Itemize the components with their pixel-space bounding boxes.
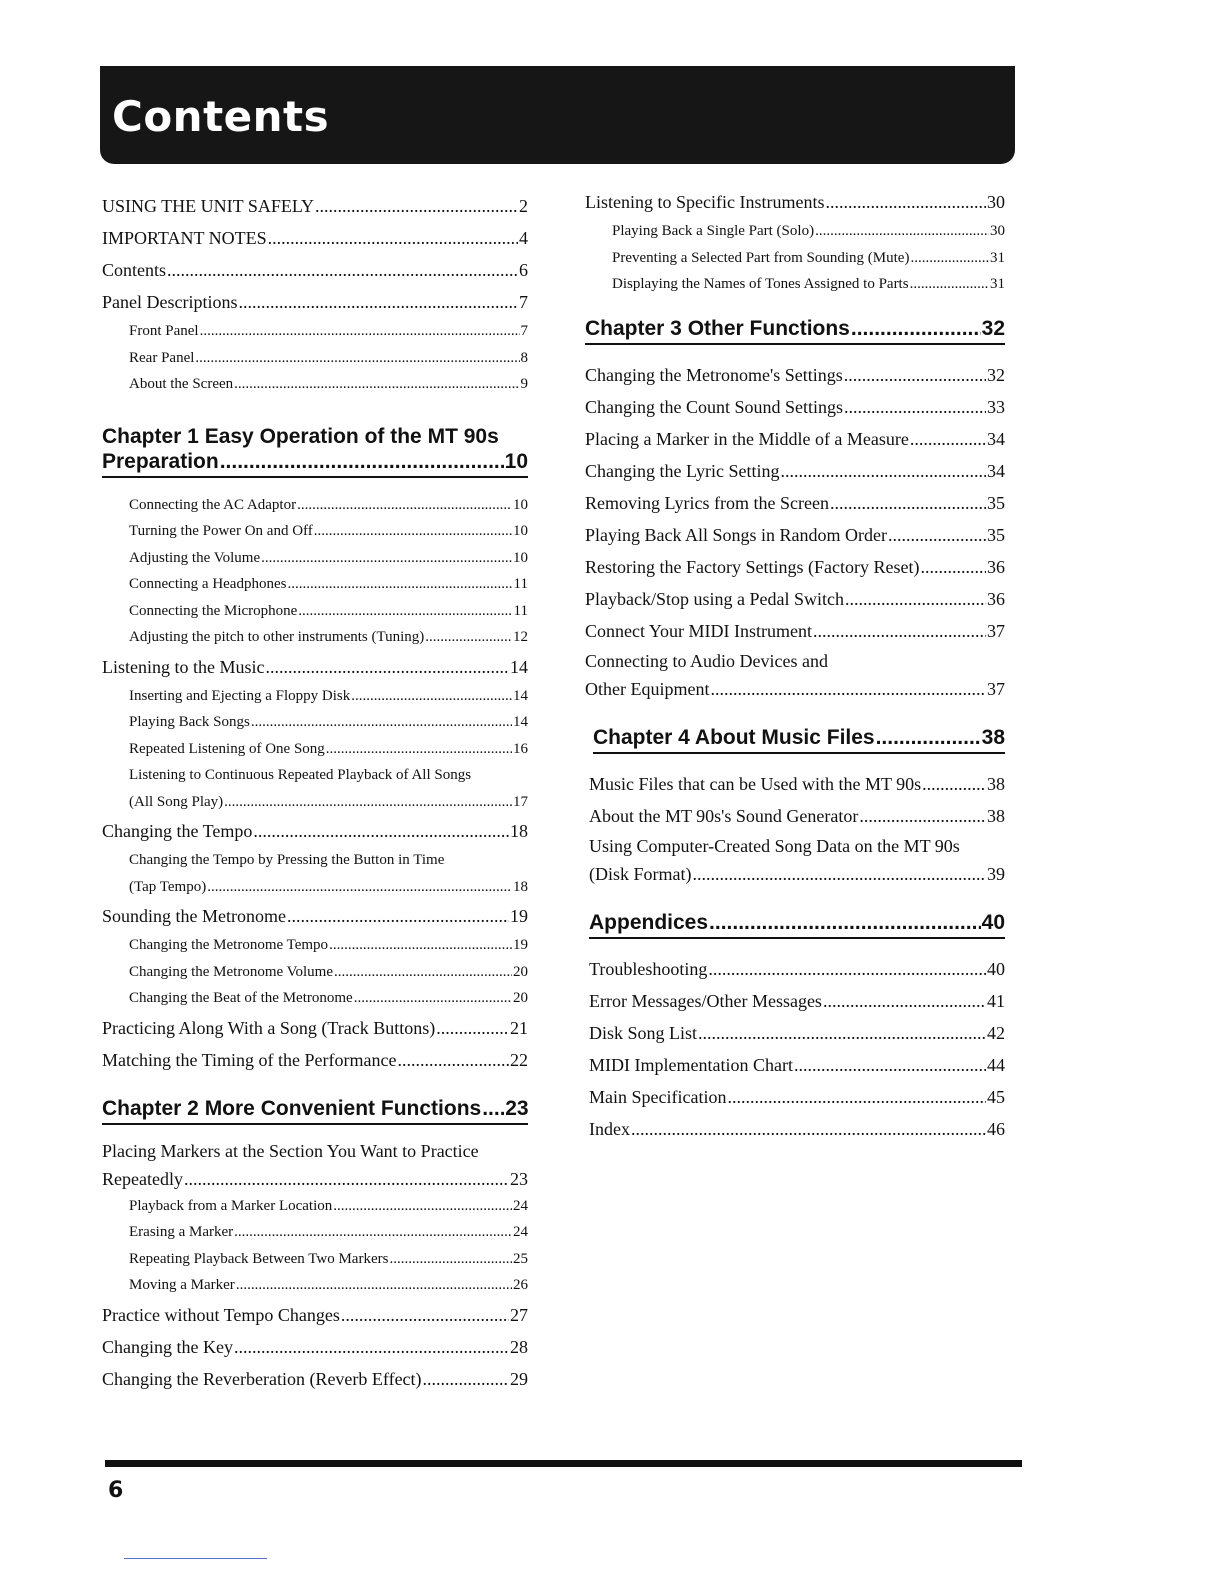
toc-entry[interactable]: Sounding the Metronome ..... 19 xyxy=(102,900,528,932)
toc-subentry[interactable]: About the Screen ..... 9 xyxy=(102,371,528,398)
toc-entry[interactable]: Changing the Metronome's Settings ..... 32 xyxy=(585,359,1005,391)
chapter2-entries xyxy=(102,1137,528,1395)
toc-left-column xyxy=(102,190,528,1395)
toc-subentry[interactable]: Changing the Metronome Volume ..... 20 xyxy=(102,959,528,986)
toc-right-column xyxy=(585,186,1005,1145)
toc-entry[interactable]: MIDI Implementation Chart ..... 44 xyxy=(589,1049,1005,1081)
toc-entry[interactable]: Listening to the Music ..... 14 xyxy=(102,651,528,683)
toc-subentry[interactable]: (Tap Tempo) ..... 18 xyxy=(102,874,528,901)
toc-entry[interactable]: Listening to Specific Instruments ..... 30 xyxy=(585,186,1005,218)
toc-entry[interactable]: Changing the Key ..... 28 xyxy=(102,1331,528,1363)
toc-entry[interactable]: Disk Song List ..... 42 xyxy=(589,1017,1005,1049)
toc-subentry[interactable]: Connecting the AC Adaptor ..... 10 xyxy=(102,492,528,519)
appendices-heading[interactable]: Appendices ..... 40 xyxy=(589,910,1005,939)
toc-subentry[interactable]: Rear Panel ..... 8 xyxy=(102,345,528,372)
toc-subentry[interactable]: Connecting the Microphone ..... 11 xyxy=(102,598,528,625)
toc-subentry[interactable]: Repeated Listening of One Song ..... 16 xyxy=(102,736,528,763)
toc-subentry[interactable]: Playback from a Marker Location ..... 24 xyxy=(102,1193,528,1220)
toc-entry[interactable]: Troubleshooting ..... 40 xyxy=(589,953,1005,985)
toc-entry[interactable]: Music Files that can be Used with the MT 90s ..... 38 xyxy=(589,768,1005,800)
toc-entry[interactable]: Removing Lyrics from the Screen ..... 35 xyxy=(585,487,1005,519)
toc-entry[interactable]: (Disk Format) ..... 39 xyxy=(589,860,1005,888)
chapter3-entries xyxy=(585,359,1005,703)
toc-subentry[interactable]: Inserting and Ejecting a Floppy Disk ..... 14 xyxy=(102,683,528,710)
toc-entry[interactable]: Error Messages/Other Messages ..... 41 xyxy=(589,985,1005,1017)
appendices-entries xyxy=(589,953,1005,1145)
toc-subentry[interactable]: Connecting a Headphones ..... 11 xyxy=(102,571,528,598)
chapter4-heading[interactable]: Chapter 4 About Music Files ..... 38 xyxy=(593,725,1005,754)
toc-subentry[interactable]: Turning the Power On and Off ..... 10 xyxy=(102,518,528,545)
page-title: Contents xyxy=(112,92,330,141)
toc-subentry[interactable]: Changing the Metronome Tempo ..... 19 xyxy=(102,932,528,959)
toc-entry[interactable]: Matching the Timing of the Performance ..... 22 xyxy=(102,1044,528,1076)
footer-rule xyxy=(105,1460,1022,1467)
toc-entry[interactable]: Changing the Lyric Setting ..... 34 xyxy=(585,455,1005,487)
toc-subentry[interactable]: Adjusting the pitch to other instruments (Tuning) ..... 12 xyxy=(102,624,528,651)
toc-section-instruments xyxy=(585,186,1005,298)
toc-subentry-line1[interactable]: Listening to Continuous Repeated Playback of All Songs xyxy=(129,767,472,783)
toc-entry-line1[interactable]: Connecting to Audio Devices and xyxy=(585,650,828,671)
toc-subentry[interactable]: Adjusting the Volume ..... 10 xyxy=(102,545,528,572)
toc-entry-line1[interactable]: Using Computer-Created Song Data on the MT 90s xyxy=(589,835,960,856)
toc-entry[interactable]: IMPORTANT NOTES ..... 4 xyxy=(102,222,528,254)
toc-entry-line1[interactable]: Placing Markers at the Section You Want to Practice xyxy=(102,1140,479,1161)
footer-underline xyxy=(124,1558,267,1559)
toc-entry[interactable]: Placing a Marker in the Middle of a Measure ..... 34 xyxy=(585,423,1005,455)
toc-subentry[interactable]: Moving a Marker ..... 26 xyxy=(102,1272,528,1299)
chapter3-heading[interactable]: Chapter 3 Other Functions ..... 32 xyxy=(585,316,1005,345)
toc-entry[interactable]: Playing Back All Songs in Random Order ..... 35 xyxy=(585,519,1005,551)
toc-entry[interactable]: Playback/Stop using a Pedal Switch ..... 36 xyxy=(585,583,1005,615)
chapter1-entries xyxy=(102,492,528,1076)
toc-entry[interactable]: Changing the Tempo ..... 18 xyxy=(102,815,528,847)
toc-subentry[interactable]: Preventing a Selected Part from Sounding (Mute) ..... 31 xyxy=(585,245,1005,272)
toc-subentry[interactable]: Erasing a Marker ..... 24 xyxy=(102,1219,528,1246)
toc-entry[interactable]: USING THE UNIT SAFELY ..... 2 xyxy=(102,190,528,222)
toc-subentry-line1[interactable]: Changing the Tempo by Pressing the Button in Time xyxy=(129,852,445,868)
toc-entry[interactable]: Connect Your MIDI Instrument ..... 37 xyxy=(585,615,1005,647)
contents-banner xyxy=(100,66,1015,164)
toc-entry[interactable]: Other Equipment ..... 37 xyxy=(585,675,1005,703)
toc-subentry[interactable]: Repeating Playback Between Two Markers ..... 25 xyxy=(102,1246,528,1273)
toc-entry[interactable]: Restoring the Factory Settings (Factory Reset) ..... 36 xyxy=(585,551,1005,583)
toc-subentry[interactable]: Changing the Beat of the Metronome ..... 20 xyxy=(102,985,528,1012)
toc-entry[interactable]: Changing the Count Sound Settings ..... 33 xyxy=(585,391,1005,423)
toc-entry[interactable]: Repeatedly ..... 23 xyxy=(102,1165,528,1193)
toc-entry[interactable]: Index ..... 46 xyxy=(589,1113,1005,1145)
toc-subentry[interactable]: (All Song Play) ..... 17 xyxy=(102,789,528,816)
toc-entry[interactable]: Practicing Along With a Song (Track Buttons) ..... 21 xyxy=(102,1012,528,1044)
chapter2-heading[interactable]: Chapter 2 More Convenient Functions ..... 23 xyxy=(102,1096,528,1125)
toc-entry[interactable]: Contents ..... 6 xyxy=(102,254,528,286)
chapter4-entries xyxy=(589,768,1005,888)
toc-subentry[interactable]: Displaying the Names of Tones Assigned to Parts ..... 31 xyxy=(585,271,1005,298)
toc-section-front xyxy=(102,190,528,398)
toc-subentry[interactable]: Playing Back a Single Part (Solo) ..... 30 xyxy=(585,218,1005,245)
toc-entry[interactable]: Changing the Reverberation (Reverb Effect) ..... 29 xyxy=(102,1363,528,1395)
toc-subentry[interactable]: Front Panel ..... 7 xyxy=(102,318,528,345)
chapter1-heading[interactable]: Chapter 1 Easy Operation of the MT 90s Preparation ..... 10 xyxy=(102,424,528,478)
page-number: 6 xyxy=(108,1478,124,1503)
toc-entry[interactable]: Panel Descriptions ..... 7 xyxy=(102,286,528,318)
toc-entry[interactable]: Main Specification ..... 45 xyxy=(589,1081,1005,1113)
toc-entry[interactable]: About the MT 90s's Sound Generator ..... 38 xyxy=(589,800,1005,832)
toc-entry[interactable]: Practice without Tempo Changes ..... 27 xyxy=(102,1299,528,1331)
toc-subentry[interactable]: Playing Back Songs ..... 14 xyxy=(102,709,528,736)
